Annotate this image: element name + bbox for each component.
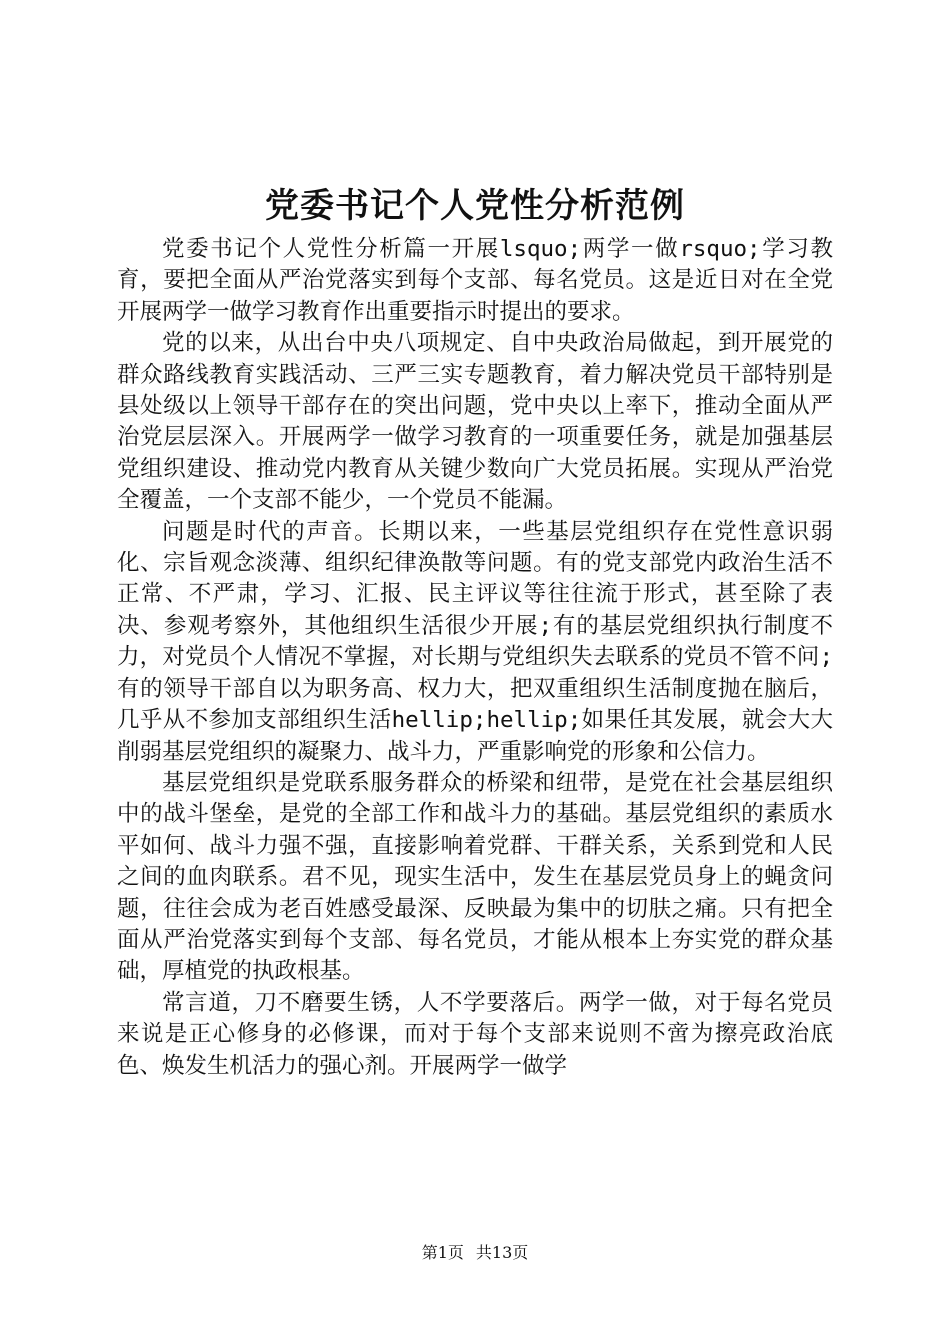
paragraph: 常言道，刀不磨要生锈，人不学要落后。两学一做，对于每名党员来说是正心修身的必修课，而对于每个支部来说则不啻为擦亮政治底色、焕发生机活力的强心剂。开展两学一做学	[117, 989, 833, 1079]
paragraph: 问题是时代的声音。长期以来，一些基层党组织存在党性意识弱化、宗旨观念淡薄、组织纪律涣散等问题。有的党支部党内政治生活不正常、不严肃，学习、汇报、民主评议等往往流于形式，甚至除了表决、参观考察外，其他组织生活很少开展;有的基层党组织执行制度不力，对党员个人情况不掌握，对长期与党组织失去联系的党员不管不问;有的领导干部自以为职务高、权力大，把双重组织生活制度抛在脑后，几乎从不参加支部组织生活hellip;hellip;如果任其发展，就会大大削弱基层党组织的凝聚力、战斗力，严重影响党的形象和公信力。	[117, 518, 833, 765]
page-total: 共13页	[475, 1243, 529, 1262]
page-number: 第1页	[421, 1243, 464, 1262]
document-body	[117, 234, 833, 1082]
document-title: 党委书记个人党性分析范例	[265, 186, 685, 226]
paragraph: 党的以来，从出台中央八项规定、自中央政治局做起，到开展党的群众路线教育实践活动、三严三实专题教育，着力解决党员干部特别是县处级以上领导干部存在的突出问题，党中央以上率下，推动全面从严治党层层深入。开展两学一做学习教育的一项重要任务，就是加强基层党组织建设、推动党内教育从关键少数向广大党员拓展。实现从严治党全覆盖，一个支部不能少，一个党员不能漏。	[117, 330, 833, 514]
paragraph: 基层党组织是党联系服务群众的桥梁和纽带，是党在社会基层组织中的战斗堡垒，是党的全部工作和战斗力的基础。基层党组织的素质水平如何、战斗力强不强，直接影响着党群、干群关系，关系到党和人民之间的血肉联系。君不见，现实生活中，发生在基层党员身上的蝇贪问题，往往会成为老百姓感受最深、反映最为集中的切肤之痛。只有把全面从严治党落实到每个支部、每名党员，才能从根本上夯实党的群众基础，厚植党的执政根基。	[117, 769, 833, 985]
page-footer	[0, 1242, 950, 1264]
paragraph: 党委书记个人党性分析篇一开展lsquo;两学一做rsquo;学习教育，要把全面从严治党落实到每个支部、每名党员。这是近日对在全党开展两学一做学习教育作出重要指示时提出的要求。	[117, 236, 833, 325]
